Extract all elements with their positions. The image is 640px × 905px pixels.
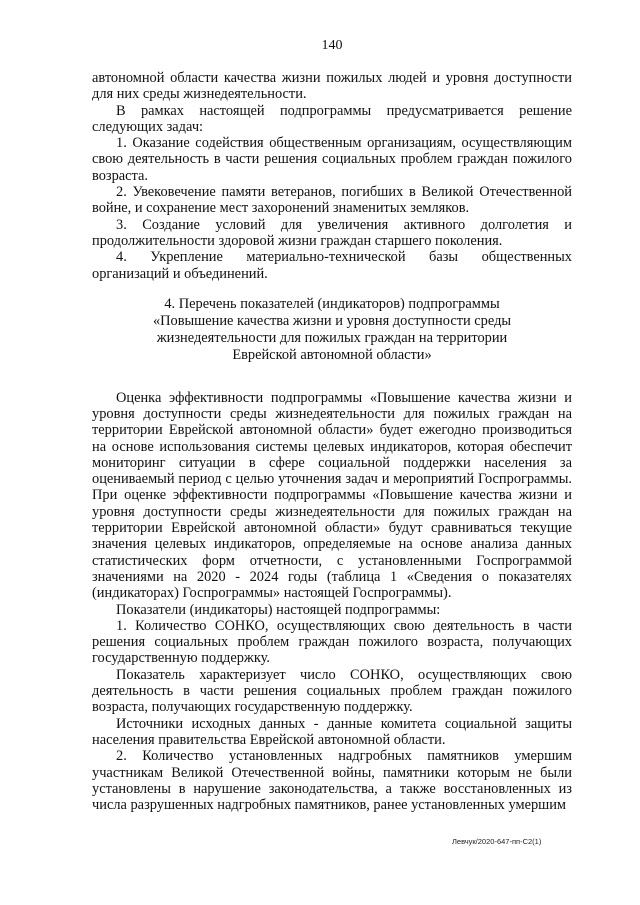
document-page	[92, 38, 572, 813]
paragraph-task-2: 2. Увековечение памяти ветеранов, погибших в Великой Отечественной войне, и сохранение мест захоронений знаменитых земляков.	[92, 184, 572, 217]
page-number: 140	[321, 38, 343, 53]
paragraph-continuation: автономной области качества жизни пожилых людей и уровня доступности для них среды жизнедеятельности.	[92, 70, 572, 103]
paragraph-indicator-1-description: Показатель характеризует число СОНКО, осуществляющих свою деятельность в части решения социальных проблем граждан пожилого возраста, получающих государственную поддержку.	[92, 666, 572, 716]
paragraph-evaluation: Оценка эффективности подпрограммы «Повышение качества жизни и уровня доступности среды жизнедеятельности для пожилых граждан на территории Еврейской автономной области» будет ежегодно производиться на основе использования системы целевых индикаторов, которая обеспечит мониторинг ситуации в сфере социальной поддержки населения за оцениваемый период с целью уточнения задач и мероприятий Госпрограммы. При оценке эффективности подпрограммы «Повышение качества жизни и уровня доступности среды жизнедеятельности для пожилых граждан на территории Еврейской автономной области» будут сравниваться текущие значения целевых индикаторов, определяемые на основе анализа данных статистических форм отчетности, с установленными Госпрограммой значениями на 2020 - 2024 годы (таблица 1 «Сведения о показателях (индикаторах) Госпрограммы» настоящей Госпрограммы).	[92, 389, 572, 602]
paragraph-data-sources: Источники исходных данных - данные комитета социальной защиты населения правительства Еврейской автономной области.	[92, 715, 572, 748]
paragraph-task-4: 4. Укрепление материально-технической базы общественных организаций и объединений.	[92, 249, 572, 282]
document-code: Левчук/2020-647-пп-С2(1)	[452, 837, 542, 846]
paragraph-indicator-1: 1. Количество СОНКО, осуществляющих свою деятельность в части решения социальных проблем граждан пожилого возраста, получающих государственную поддержку.	[92, 617, 572, 667]
section-heading-line: Еврейской автономной области»	[232, 347, 432, 364]
section-heading-line: 4. Перечень показателей (индикаторов) подпрограммы	[164, 295, 500, 312]
section-heading-line: «Повышение качества жизни и уровня доступности среды	[152, 313, 512, 330]
paragraph-indicator-2: 2. Количество установленных надгробных памятников умершим участникам Великой Отечественной войны, памятники которым не были установлены в нарушение законодательства, а также восстановленных из числа разрушенных надгробных памятников, ранее установленных умершим	[92, 748, 572, 814]
section-heading	[92, 296, 572, 365]
paragraph-task-3: 3. Создание условий для увеличения активного долголетия и продолжительности здоровой жизни граждан старшего поколения.	[92, 216, 572, 249]
section-heading-line: жизнедеятельности для пожилых граждан на территории	[156, 330, 508, 347]
paragraph-indicators-intro: Показатели (индикаторы) настоящей подпрограммы:	[116, 601, 441, 618]
paragraph-task-1: 1. Оказание содействия общественным организациям, осуществляющим свою деятельность в части решения социальных проблем граждан пожилого возраста.	[92, 135, 572, 184]
paragraph-tasks-intro: В рамках настоящей подпрограммы предусматривается решение следующих задач:	[92, 102, 572, 135]
